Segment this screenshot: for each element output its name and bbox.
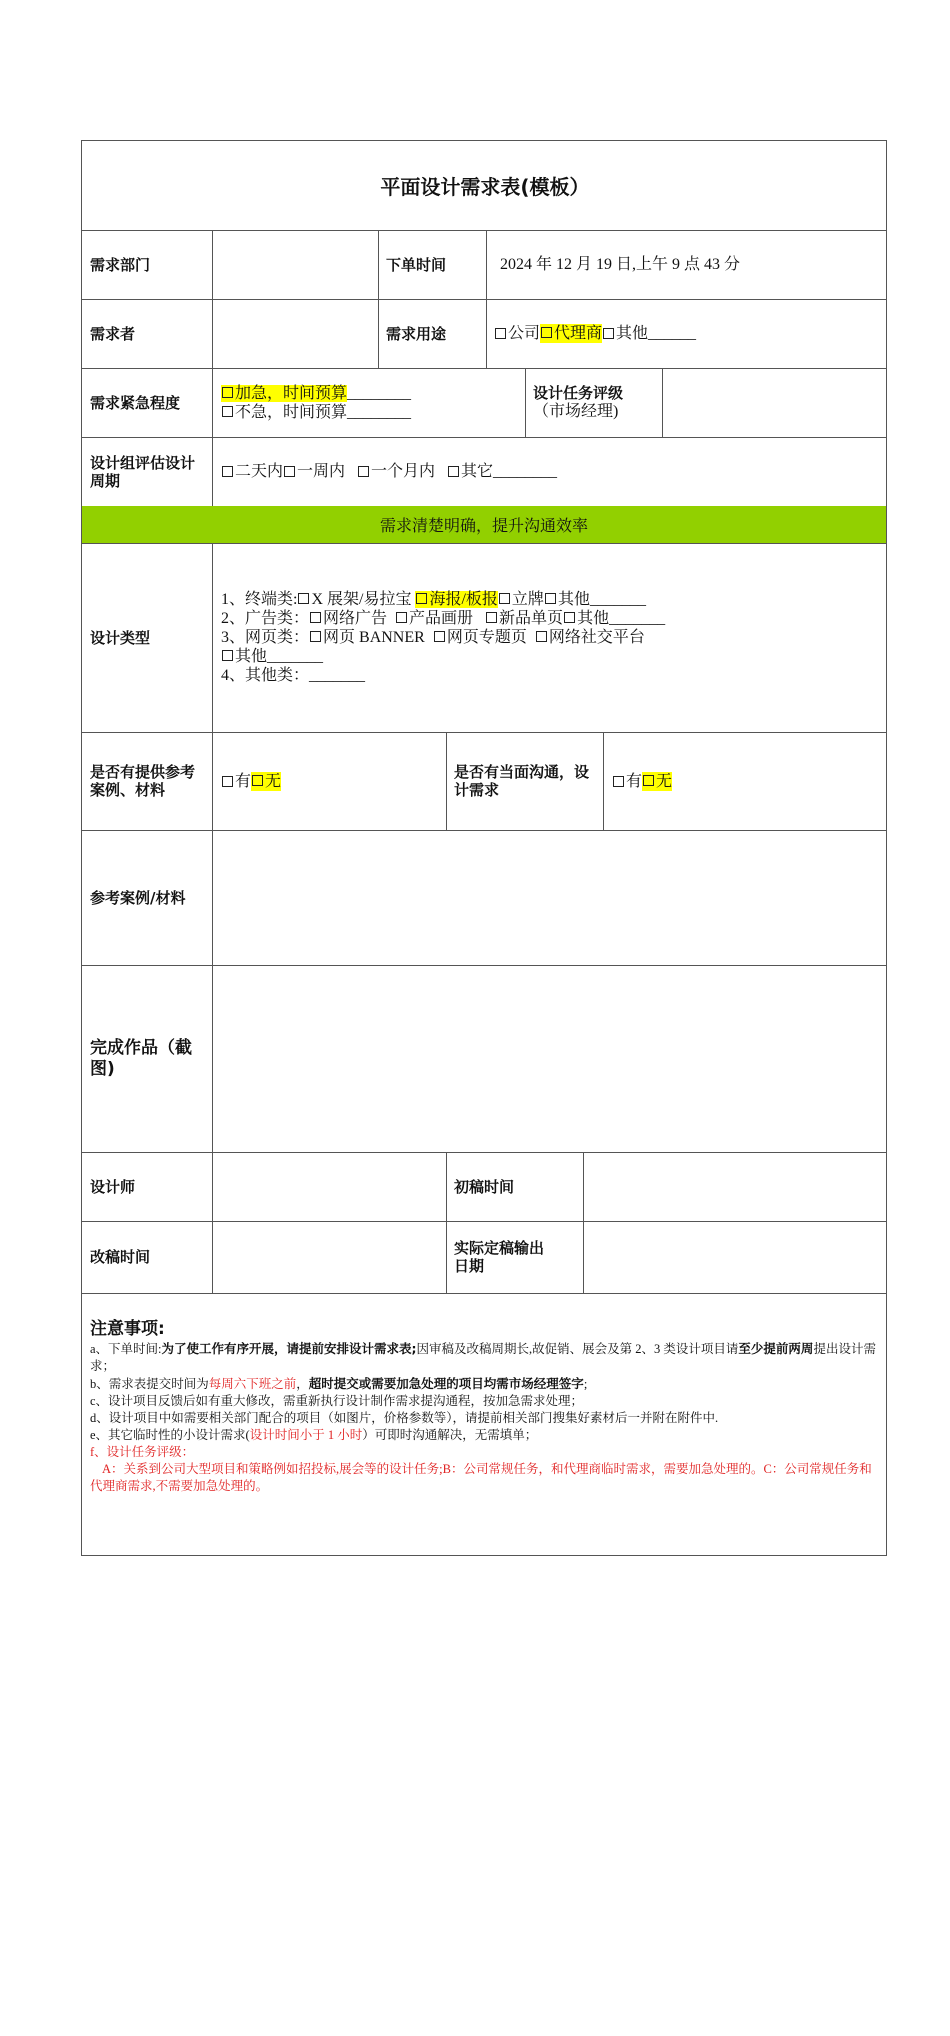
note-text: a、下单时间:	[90, 1342, 162, 1356]
grid-line	[82, 1293, 886, 1294]
checkbox[interactable]	[545, 593, 556, 604]
note-text: ，	[296, 1377, 309, 1391]
option-text: 其他_______	[235, 648, 324, 665]
checkbox[interactable]	[310, 631, 321, 642]
option-yes: 有	[235, 772, 252, 790]
note-d: d、设计项目中如需要相关部门配合的项目（如图片，价格参数等），请提前相关部门搜集好素材后一并附在附件中.	[90, 1411, 719, 1425]
ref-materials-field[interactable]	[213, 830, 888, 965]
checkbox[interactable]	[603, 328, 614, 339]
order-time-value[interactable]: 2024 年 12 月 19 日,上午 9 点 43 分	[500, 256, 741, 273]
checkbox[interactable]	[434, 631, 445, 642]
designer-label: 设计师	[90, 1177, 136, 1196]
note-f: f、设计任务评级：	[90, 1445, 195, 1459]
finished-field[interactable]	[213, 965, 888, 1152]
notes-heading: 注意事项:	[90, 1319, 165, 1339]
usage-label: 需求用途	[386, 324, 447, 343]
note-text: ;	[583, 1377, 588, 1391]
final-output-label: 实际定稿输出日期	[454, 1239, 545, 1275]
option-text: 海报/板报	[429, 591, 498, 608]
checkbox[interactable]	[499, 593, 510, 604]
revise-time-field[interactable]	[213, 1221, 446, 1293]
note-b	[90, 1375, 880, 1393]
design-type-line-4: 4、其他类：_______	[221, 667, 366, 684]
note-text: 提出设计需求；	[90, 1342, 876, 1373]
rating-sub: （市场经理)	[533, 403, 619, 420]
note-f-detail: A：关系到公司大型项目和策略例如招投标,展会等的设计任务;B：公司常规任务，和代理商临时需求，需要加急处理的。C：公司常规任务和代理商需求,不需要加急处理的。	[90, 1462, 872, 1493]
checkbox[interactable]	[222, 650, 233, 661]
note-text: 因审稿及改稿周期长,故促销、展会及第 2、3 类设计项目请	[416, 1342, 739, 1356]
checkbox[interactable]	[495, 328, 506, 339]
checkbox[interactable]	[564, 612, 575, 623]
urgent-option: 加急，时间预算	[235, 384, 348, 402]
note-text: e、其它临时性的小设计需求(	[90, 1428, 250, 1442]
note-bold: 超时提交或需要加急处理的项目均需市场经理签字	[308, 1376, 584, 1391]
usage-option-agent: 代理商	[554, 325, 603, 342]
option-text: 产品画册	[409, 610, 474, 627]
form-title: 平面设计需求表(模板）	[380, 175, 590, 199]
line-prefix: 3、网页类：	[221, 629, 310, 646]
cycle-option-month: 一个月内	[371, 463, 436, 480]
option-text: X 展架/易拉宝	[311, 591, 412, 608]
checkbox[interactable]	[613, 776, 624, 787]
checkbox[interactable]	[310, 612, 321, 623]
checkbox[interactable]	[396, 612, 407, 623]
draft-time-label: 初稿时间	[454, 1177, 515, 1196]
cycle-label: 设计组评估设计周期	[90, 453, 196, 490]
checkbox[interactable]	[284, 466, 295, 477]
cycle-options	[213, 437, 888, 506]
checkbox[interactable]	[222, 387, 233, 398]
urgency-options	[213, 368, 525, 437]
ref-provided-options	[213, 732, 446, 830]
meet-options	[604, 732, 888, 830]
urgency-label: 需求紧急程度	[90, 393, 181, 412]
usage-options	[486, 299, 888, 368]
cycle-option-other: 其它________	[461, 463, 558, 480]
note-red: 设计时间小于 1 小时	[249, 1428, 363, 1442]
checkbox[interactable]	[358, 466, 369, 477]
revise-time-label: 改稿时间	[90, 1248, 151, 1266]
note-a	[90, 1340, 880, 1375]
option-text: 其他_______	[577, 610, 666, 627]
final-output-field[interactable]	[584, 1221, 888, 1293]
ref-provided-label: 是否有提供参考案例、材料	[90, 763, 196, 799]
option-no: 无	[265, 772, 282, 790]
designer-field[interactable]	[213, 1152, 446, 1221]
requirement-form	[81, 140, 887, 1556]
requester-label: 需求者	[90, 324, 136, 343]
option-text: 网络社交平台	[548, 629, 645, 646]
design-type-line-3	[221, 628, 645, 647]
option-no: 无	[656, 772, 673, 790]
cycle-option-2days: 二天内	[235, 463, 284, 480]
ref-materials-label: 参考案例/材料	[90, 888, 186, 907]
checkbox[interactable]	[222, 466, 233, 477]
checkbox[interactable]	[448, 466, 459, 477]
checkbox[interactable]	[643, 775, 654, 786]
checkbox[interactable]	[536, 631, 547, 642]
note-bold: 为了使工作有序开展，请提前安排设计需求表;	[161, 1341, 417, 1356]
note-c: c、设计项目反馈后如有重大修改，需重新执行设计制作需求提沟通程，按加急需求处理；	[90, 1394, 584, 1408]
order-time-label: 下单时间	[386, 255, 447, 274]
option-text: 网页 BANNER	[323, 629, 425, 646]
option-text: 新品单页	[499, 610, 564, 627]
green-banner: 需求清楚明确，提升沟通效率	[82, 506, 886, 543]
line-prefix: 2、广告类：	[221, 610, 310, 627]
note-e	[90, 1427, 880, 1444]
rating-label: 设计任务评级	[533, 384, 624, 402]
checkbox[interactable]	[252, 775, 263, 786]
design-type-line-3b	[221, 647, 323, 666]
option-text: 立牌	[511, 591, 544, 608]
draft-time-field[interactable]	[584, 1152, 888, 1221]
design-type-label: 设计类型	[90, 628, 151, 647]
note-red: 每周六下班之前	[208, 1377, 297, 1391]
option-yes: 有	[626, 772, 643, 790]
option-text: 网络广告	[323, 610, 388, 627]
note-bold: 至少提前两周	[738, 1341, 814, 1356]
cycle-option-week: 一周内	[297, 463, 346, 480]
urgent-blank: ________	[347, 384, 412, 402]
note-text: b、需求表提交时间为	[90, 1377, 209, 1391]
checkbox[interactable]	[222, 406, 233, 417]
dept-field[interactable]	[213, 230, 378, 299]
notes-section	[90, 1321, 880, 1495]
meet-label: 是否有当面沟通，设计需求	[454, 763, 590, 799]
design-type-options	[213, 543, 888, 732]
rating-label-cell	[525, 368, 662, 437]
checkbox[interactable]	[416, 593, 427, 604]
line-prefix: 1、终端类:	[221, 591, 298, 608]
dept-label: 需求部门	[90, 255, 151, 274]
checkbox[interactable]	[486, 612, 497, 623]
option-text: 网页专题页	[446, 629, 527, 646]
usage-option-company: 公司	[508, 325, 541, 342]
normal-option: 不急，时间预算________	[235, 403, 412, 421]
design-type-line-1	[221, 590, 646, 609]
note-text: ）可即时沟通解决，无需填单；	[362, 1428, 538, 1442]
rating-field[interactable]	[663, 368, 888, 437]
checkbox[interactable]	[541, 327, 552, 338]
usage-option-other: 其他______	[616, 325, 697, 342]
checkbox[interactable]	[298, 593, 309, 604]
finished-label: 完成作品（截图)	[90, 1037, 192, 1079]
requester-field[interactable]	[213, 299, 378, 368]
checkbox[interactable]	[222, 776, 233, 787]
design-type-line-2	[221, 609, 665, 628]
option-text: 其他_______	[557, 591, 646, 608]
